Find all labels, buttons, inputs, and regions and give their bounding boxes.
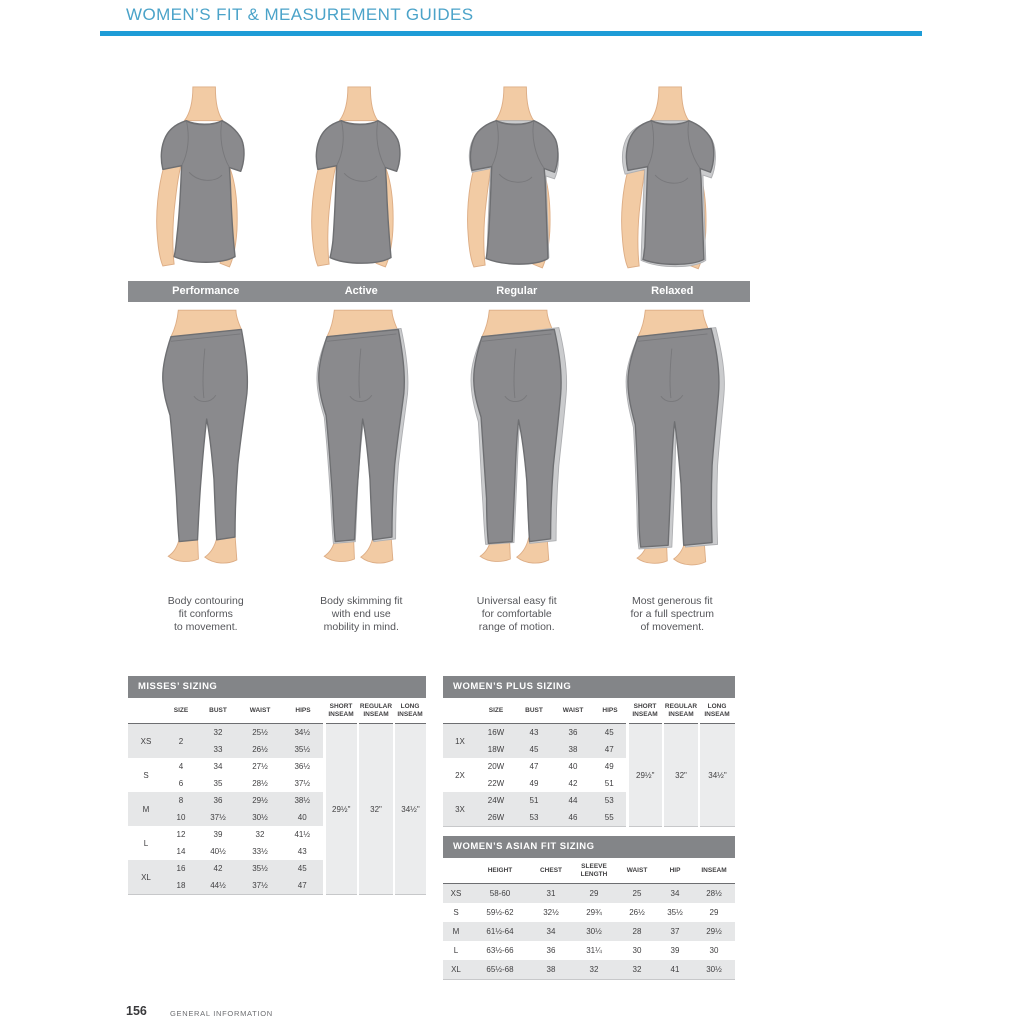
table-cell: 6: [178, 779, 184, 788]
table-cell: 36: [546, 946, 556, 955]
table-cell: 26½: [238, 741, 282, 758]
active-pants-figure: [284, 304, 440, 592]
table-cell: 45: [515, 741, 553, 758]
table-header-row: [128, 698, 426, 724]
column-header: WAIST: [553, 698, 593, 724]
regular-pants-figure: [439, 304, 595, 592]
table-cell: 29¾: [586, 908, 602, 917]
table-cell: 34: [213, 762, 223, 771]
table-cell: 38: [553, 741, 593, 758]
table-cell: 22W: [487, 779, 505, 788]
table-cell: 45: [593, 724, 627, 742]
table-cell: 36: [553, 724, 593, 742]
table-cell: 31¼: [586, 946, 602, 955]
fit-label-cell: M: [443, 922, 469, 941]
table-cell: 36½: [294, 762, 311, 771]
table-row: [443, 884, 735, 904]
table-cell: 4: [178, 762, 184, 771]
column-header: INSEAM: [693, 858, 735, 884]
column-header: BUST: [198, 698, 238, 724]
title-rule: [100, 31, 922, 36]
fit-label-performance: Performance: [172, 285, 240, 297]
table-cell: 34: [657, 884, 693, 904]
relaxed-pants-figure: [595, 304, 751, 592]
table-cell: 43: [515, 724, 553, 742]
fit-label-cell: L: [143, 838, 149, 848]
fit-label-cell: M: [128, 792, 164, 826]
table-cell: 47: [282, 877, 324, 895]
table-cell: 32½: [543, 908, 559, 917]
table-cell: 18W: [477, 741, 515, 758]
table-cell: 37½: [198, 809, 238, 826]
table-cell: 28½: [252, 779, 268, 788]
relaxed-top-figure: [595, 82, 751, 280]
table-cell: 29: [709, 908, 719, 917]
performance-pants-figure: [128, 304, 284, 592]
table-cell: 29: [571, 884, 617, 904]
performance-top-figure: [128, 82, 284, 280]
table-cell: 12: [176, 830, 186, 839]
table-cell: 2: [164, 724, 198, 759]
fit-label-relaxed: Relaxed: [651, 285, 694, 297]
footer-section-label: GENERAL INFORMATION: [170, 1009, 273, 1018]
table-cell: 30: [709, 946, 719, 955]
table-cell: 38½: [282, 792, 324, 809]
table-cell: 61½-64: [469, 922, 531, 941]
table-cell: 28: [617, 922, 657, 941]
plus-sizing-title: WOMEN’S PLUS SIZING: [443, 676, 735, 698]
table-cell: 30½: [238, 809, 282, 826]
column-header: WAIST: [238, 698, 282, 724]
column-header: REGULAR INSEAM: [358, 698, 394, 724]
table-row: [443, 903, 735, 922]
column-header: [443, 698, 477, 724]
table-cell: 53: [593, 792, 627, 809]
table-header-row: [443, 858, 735, 884]
table-cell: 35½: [238, 860, 282, 877]
regular-pants-illustration: [439, 304, 595, 578]
table-cell: 30½: [693, 960, 735, 980]
performance-pants-illustration: [128, 304, 284, 578]
table-cell: 28½: [693, 884, 735, 904]
table-cell: 16: [164, 860, 198, 877]
fit-label-cell: L: [453, 946, 459, 955]
table-row: [443, 724, 735, 742]
regular-inseam-cell: 32": [358, 724, 394, 895]
table-cell: 55: [593, 809, 627, 827]
table-row: [443, 941, 735, 960]
asian-fit-sizing-table: [443, 836, 735, 980]
table-cell: 30: [632, 946, 642, 955]
table-cell: 51: [515, 792, 553, 809]
table-cell: 35½: [282, 741, 324, 758]
table-cell: 32: [571, 960, 617, 980]
table-cell: 26½: [629, 908, 645, 917]
column-header: HIPS: [282, 698, 324, 724]
page-number: 156: [126, 1004, 147, 1018]
table-cell: 51: [604, 779, 614, 788]
active-description: Body skimming fit with end use mobility in mind.: [320, 595, 403, 633]
table-cell: 8: [164, 792, 198, 809]
fit-label-cell: S: [143, 770, 149, 780]
regular-top-figure: [439, 82, 595, 280]
table-cell: 39: [670, 946, 680, 955]
table-cell: 47: [593, 741, 627, 758]
table-cell: 31: [531, 884, 571, 904]
table-cell: 25½: [238, 724, 282, 742]
table-cell: 49: [529, 779, 539, 788]
column-header: LONG INSEAM: [699, 698, 735, 724]
table-cell: 29½: [693, 922, 735, 941]
column-header: CHEST: [531, 858, 571, 884]
table-cell: 65½-68: [469, 960, 531, 980]
table-cell: 32: [255, 830, 265, 839]
table-cell: 46: [553, 809, 593, 827]
column-header: HIP: [657, 858, 693, 884]
table-cell: 33: [198, 741, 238, 758]
table-cell: 40: [568, 762, 578, 771]
table-cell: 35½: [667, 908, 683, 917]
performance-description: Body contouring fit conforms to movement.: [167, 595, 244, 633]
table-cell: 30½: [571, 922, 617, 941]
table-cell: 41: [657, 960, 693, 980]
table-cell: 49: [604, 762, 614, 771]
bottoms-illustration-row: [128, 304, 750, 592]
short-inseam-cell: 29½": [324, 724, 358, 895]
table-cell: 40: [282, 809, 324, 826]
fit-label-cell: XL: [128, 860, 164, 895]
table-cell: 18: [164, 877, 198, 895]
relaxed-pants-illustration: [595, 304, 751, 578]
table-cell: 32: [617, 960, 657, 980]
table-cell: 24W: [477, 792, 515, 809]
relaxed-description: Most generous fit for a full spectrum of movement.: [630, 595, 714, 633]
table-cell: 38: [531, 960, 571, 980]
active-pants-illustration: [284, 304, 440, 578]
table-header-row: [443, 698, 735, 724]
table-cell: 14: [176, 847, 186, 856]
table-row: [443, 960, 735, 980]
regular-inseam-cell: 32": [663, 724, 699, 827]
fit-label-cell: XL: [443, 960, 469, 980]
table-cell: 20W: [487, 762, 505, 771]
table-cell: 43: [297, 847, 307, 856]
table-cell: 45: [282, 860, 324, 877]
regular-top-illustration: [442, 82, 592, 270]
column-header: LONG INSEAM: [394, 698, 426, 724]
fit-label-cell: 3X: [443, 792, 477, 827]
fit-label-cell: S: [453, 908, 459, 917]
plus-sizing-table: [443, 676, 735, 827]
column-header: [443, 858, 469, 884]
table-cell: 59½-62: [486, 908, 514, 917]
fit-label-cell: XS: [443, 884, 469, 904]
fit-label-active: Active: [344, 285, 378, 297]
active-top-figure: [284, 82, 440, 280]
fit-label-regular: Regular: [496, 285, 538, 297]
fit-label-cell: 2X: [455, 770, 465, 780]
table-row: [443, 922, 735, 941]
column-header: REGULAR INSEAM: [663, 698, 699, 724]
table-cell: 29½: [238, 792, 282, 809]
table-cell: 44: [553, 792, 593, 809]
asian-fit-sizing-title: WOMEN’S ASIAN FIT SIZING: [443, 836, 735, 858]
table-cell: 39: [213, 830, 223, 839]
column-header: BUST: [515, 698, 553, 724]
table-cell: 37: [657, 922, 693, 941]
table-cell: 58-60: [469, 884, 531, 904]
table-row: [128, 724, 426, 742]
column-header: SLEEVE LENGTH: [571, 858, 617, 884]
misses-sizing-title: MISSES’ SIZING: [128, 676, 426, 698]
table-cell: 35: [213, 779, 223, 788]
table-cell: 37½: [238, 877, 282, 895]
column-header: SHORT INSEAM: [627, 698, 663, 724]
long-inseam-cell: 34½": [699, 724, 735, 827]
table-cell: 26W: [477, 809, 515, 827]
table-cell: 37½: [294, 779, 311, 788]
short-inseam-cell: 29½": [627, 724, 663, 827]
fit-labels-bar: [128, 281, 750, 302]
table-cell: 40½: [210, 847, 226, 856]
column-header: [128, 698, 164, 724]
fit-label-cell: 1X: [443, 724, 477, 759]
table-cell: 44½: [198, 877, 238, 895]
active-top-illustration: [286, 82, 436, 270]
table-cell: 27½: [252, 762, 268, 771]
table-cell: 33½: [252, 847, 268, 856]
table-cell: 42: [568, 779, 578, 788]
table-cell: 34½: [282, 724, 324, 742]
fit-label-cell: XS: [128, 724, 164, 759]
misses-sizing-table: [128, 676, 426, 895]
column-header: WAIST: [617, 858, 657, 884]
relaxed-top-illustration: [597, 82, 747, 270]
table-cell: 25: [617, 884, 657, 904]
table-cell: 16W: [477, 724, 515, 742]
performance-top-illustration: [131, 82, 281, 270]
table-cell: 32: [198, 724, 238, 742]
table-cell: 53: [515, 809, 553, 827]
column-header: SIZE: [477, 698, 515, 724]
table-cell: 63½-66: [486, 946, 514, 955]
table-cell: 34: [531, 922, 571, 941]
table-cell: 41½: [294, 830, 311, 839]
page-title: WOMEN’S FIT & MEASUREMENT GUIDES: [126, 5, 474, 24]
long-inseam-cell: 34½": [394, 724, 426, 895]
fit-descriptions-row: [128, 595, 750, 634]
column-header: HEIGHT: [469, 858, 531, 884]
column-header: SIZE: [164, 698, 198, 724]
table-cell: 10: [164, 809, 198, 826]
tops-illustration-row: [128, 82, 750, 280]
column-header: SHORT INSEAM: [324, 698, 358, 724]
column-header: HIPS: [593, 698, 627, 724]
table-cell: 36: [198, 792, 238, 809]
regular-description: Universal easy fit for comfortable range of motion.: [476, 595, 557, 633]
table-cell: 42: [198, 860, 238, 877]
table-cell: 47: [529, 762, 539, 771]
